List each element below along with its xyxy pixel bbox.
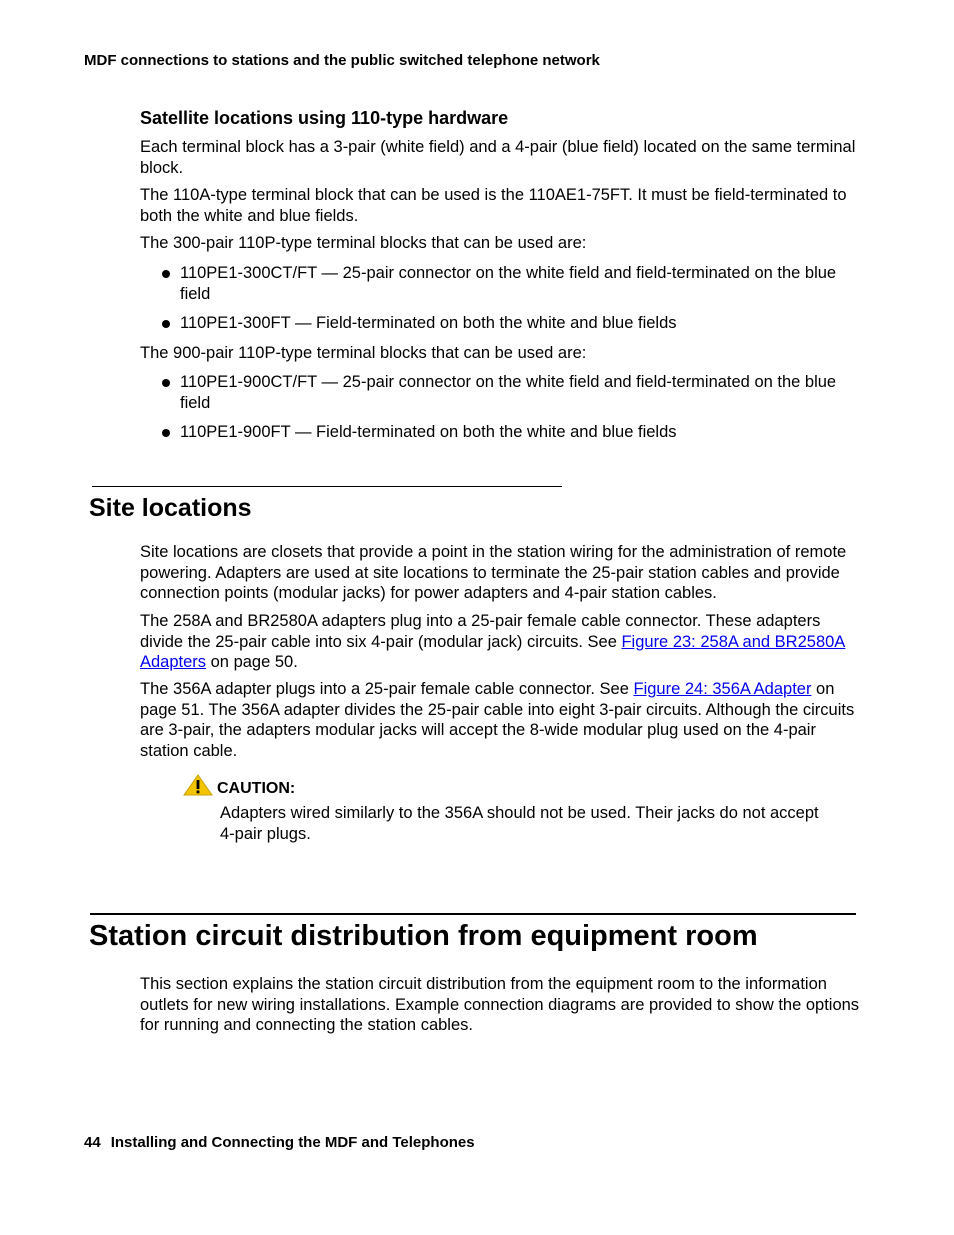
site-locations-heading: Site locations xyxy=(89,494,252,522)
satellite-paragraph-2: The 110A-type terminal block that can be used is the 110AE1-75FT. It must be field-terminated to both the white and blue fields. xyxy=(140,186,847,225)
figure-24-link[interactable]: Figure 24: 356A Adapter xyxy=(633,680,812,698)
bullet-icon xyxy=(162,379,170,387)
satellite-paragraph-1: Each terminal block has a 3-pair (white field) and a 4-pair (blue field) located on the same terminal block. xyxy=(140,138,856,177)
caution-label: CAUTION: xyxy=(217,780,296,797)
site-paragraph-2: The 258A and BR2580A adapters plug into a 25-pair female cable connector. These adapters divide the 25-pair cable into six 4-pair (modular jack) circuits. See Figure 23: 258A and BR2580A Adapters on page 50. xyxy=(140,612,846,671)
page-footer xyxy=(84,1134,475,1151)
section-divider xyxy=(90,913,856,915)
list-item: 110PE1-300CT/FT — 25-pair connector on the white field and field-terminated on the blue field xyxy=(180,264,837,303)
site-paragraph-3: The 356A adapter plugs into a 25-pair female cable connector. See Figure 24: 356A Adapter on page 51. The 356A adapter divides the 25-pair cable into eight 3-pair circuits. Although the circuits are 3-pair, the adapters modular jacks will accept the 8-wide modular plug used on the 4-pair station cable. xyxy=(140,680,855,760)
list-item: 110PE1-900FT — Field-terminated on both the white and blue fields xyxy=(180,423,677,441)
running-header: MDF connections to stations and the public switched telephone network xyxy=(84,52,600,69)
warning-triangle-icon xyxy=(183,774,213,796)
caution-text: Adapters wired similarly to the 356A should not be used. Their jacks do not accept 4-pair plugs. xyxy=(220,804,819,843)
figure-23-link[interactable]: Figure 23: 258A and BR2580A Adapters xyxy=(140,632,846,671)
bullet-icon xyxy=(162,270,170,278)
site-paragraph-1: Site locations are closets that provide a point in the station wiring for the administration of remote powering. Adapters are used at site locations to terminate the 25-pair station cables and provide connection points (modular jacks) for power adapters and 4-pair station cables. xyxy=(140,543,847,602)
station-paragraph-1: This section explains the station circuit distribution from the equipment room to the information outlets for new wiring installations. Example connection diagrams are provided to show the options for running and connecting the station cables. xyxy=(140,975,860,1034)
page-number: 44 xyxy=(84,1134,101,1151)
satellite-heading: Satellite locations using 110-type hardware xyxy=(140,108,509,128)
list-item: 110PE1-900CT/FT — 25-pair connector on the white field and field-terminated on the blue field xyxy=(180,373,837,412)
station-circuit-heading: Station circuit distribution from equipment room xyxy=(89,920,758,952)
bullet-icon xyxy=(162,320,170,328)
footer-title: Installing and Connecting the MDF and Telephones xyxy=(110,1134,475,1151)
section-divider xyxy=(92,486,562,487)
bullet-icon xyxy=(162,429,170,437)
list-item: 110PE1-300FT — Field-terminated on both the white and blue fields xyxy=(180,314,677,332)
satellite-paragraph-4: The 900-pair 110P-type terminal blocks that can be used are: xyxy=(140,344,587,362)
satellite-paragraph-3: The 300-pair 110P-type terminal blocks that can be used are: xyxy=(140,234,587,252)
